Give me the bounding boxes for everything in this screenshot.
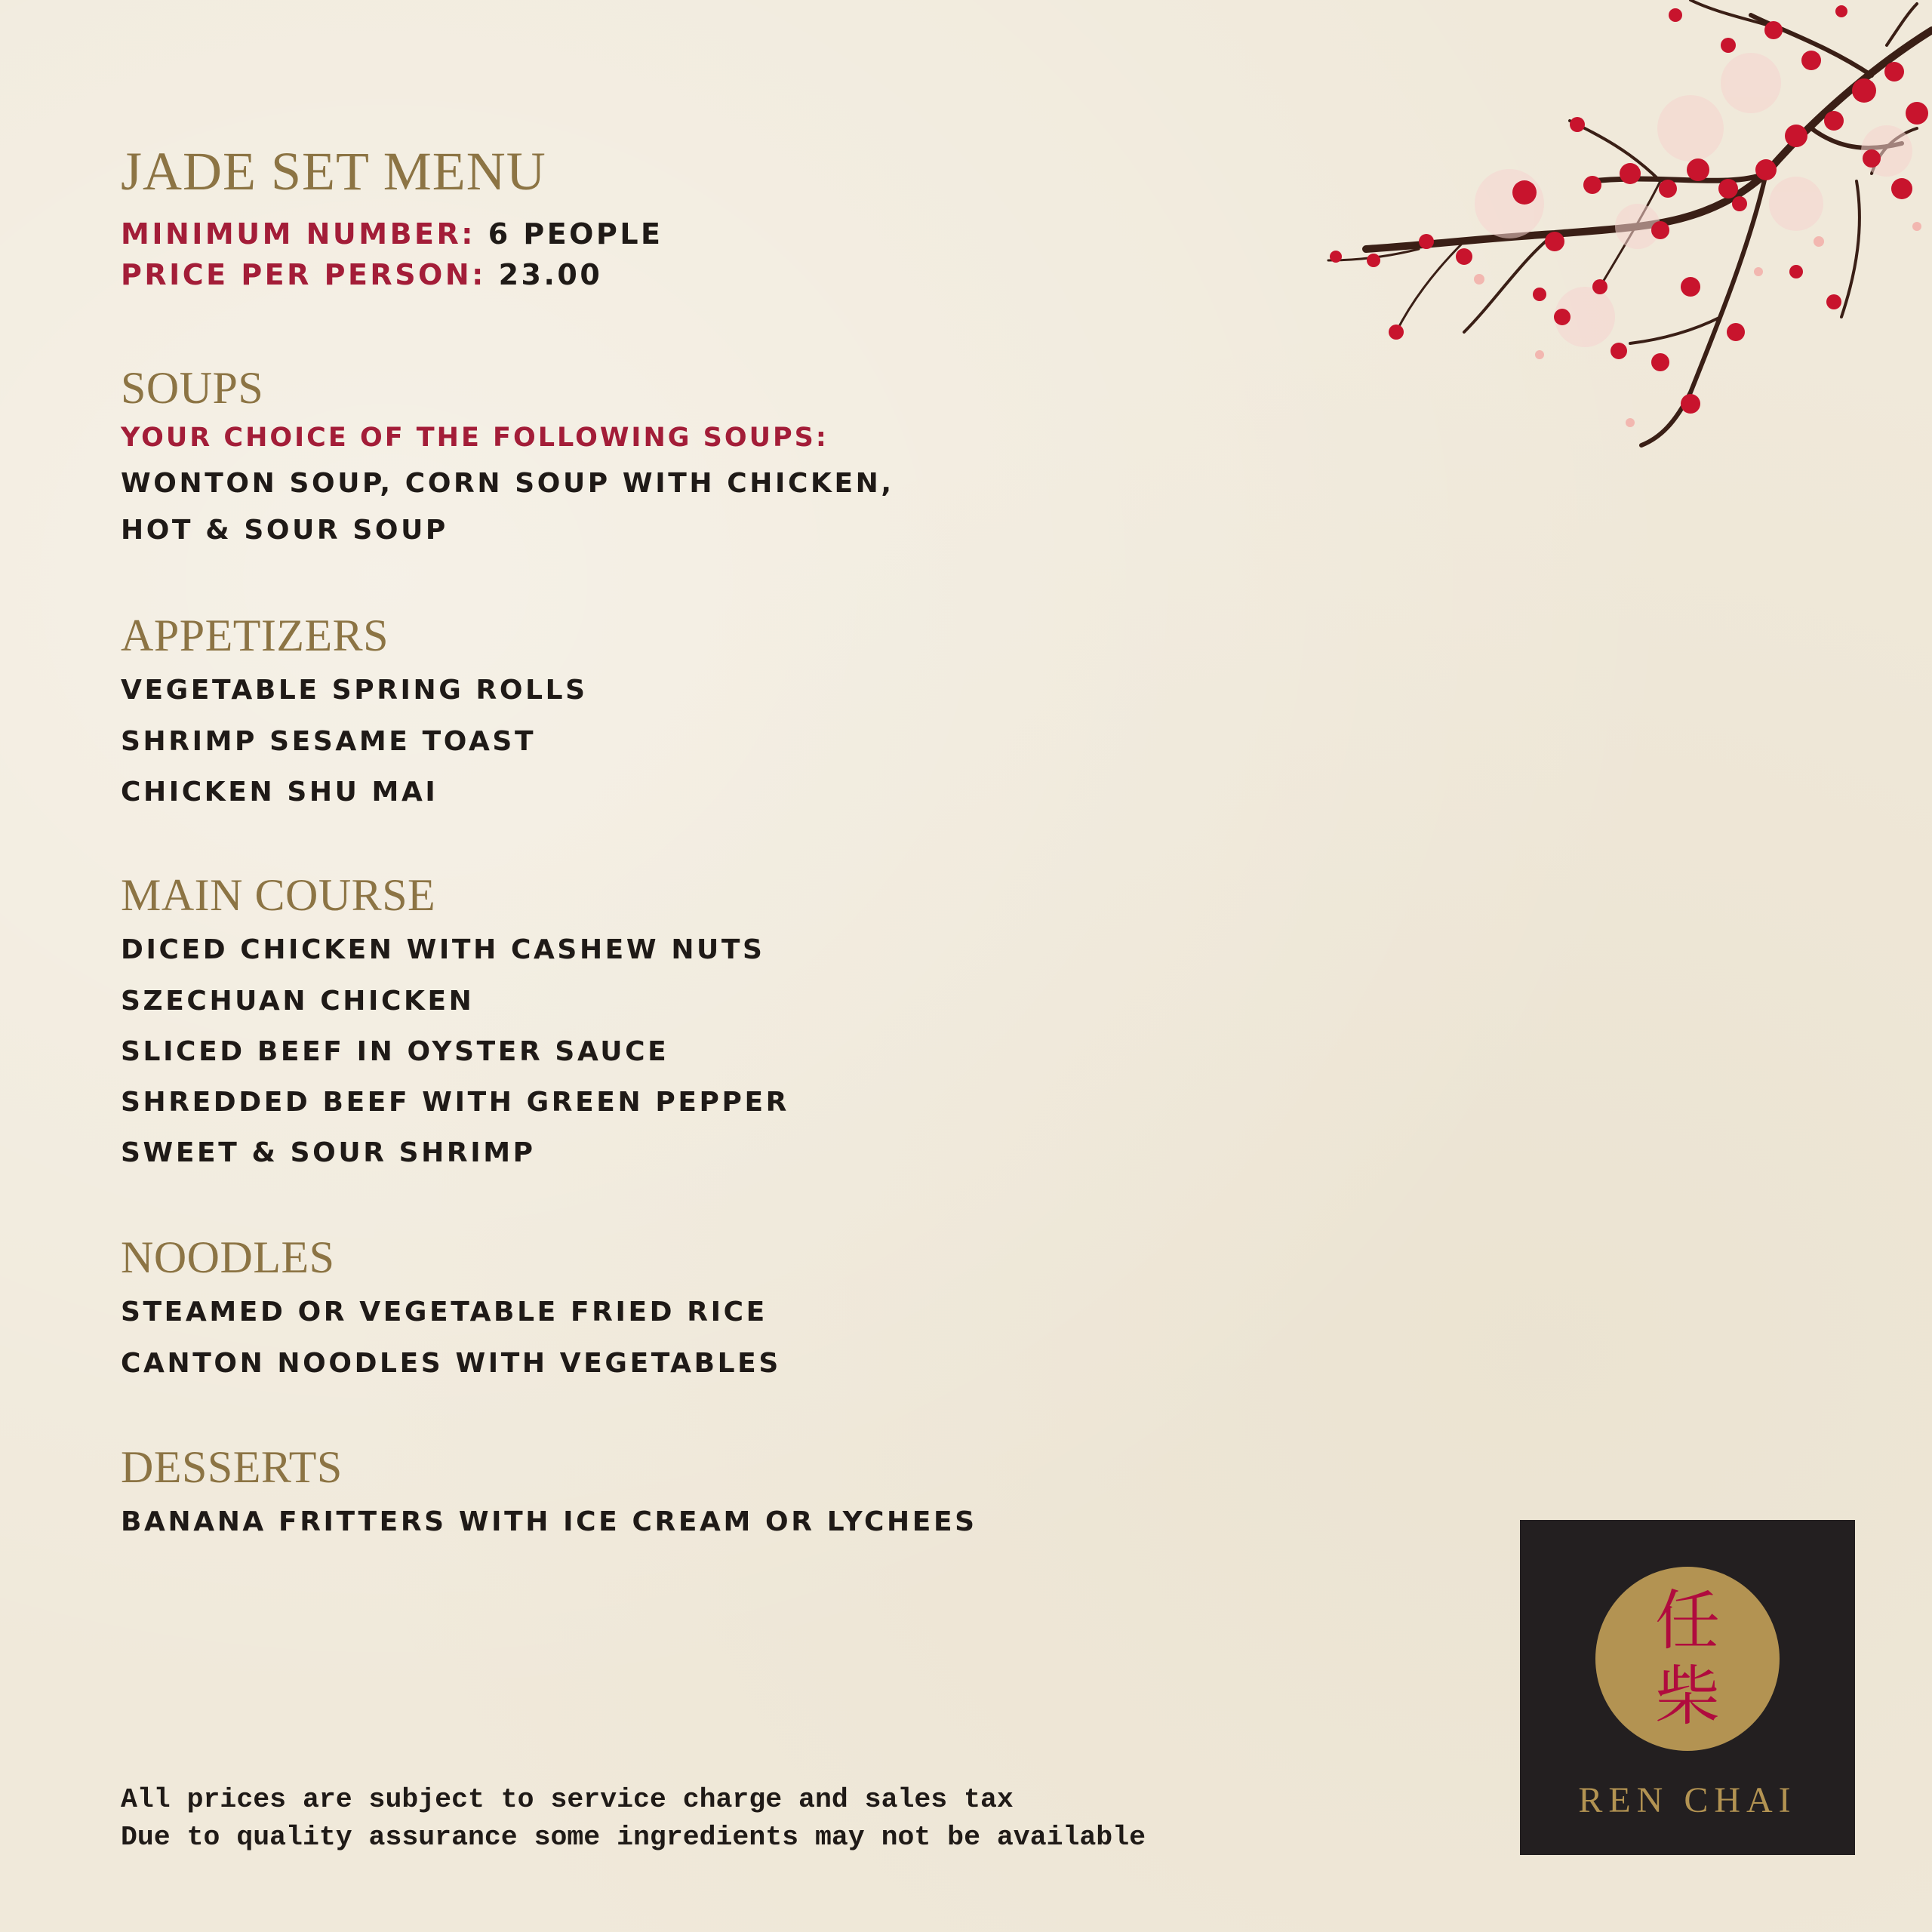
minimum-number-label: MINIMUM NUMBER: [121, 217, 475, 251]
list-item: STEAMED OR VEGETABLE FRIED RICE [121, 1297, 768, 1327]
list-item: HOT & SOUR SOUP [121, 515, 448, 546]
section-heading-noodles: NOODLES [121, 1232, 335, 1282]
ren-chai-logo [1520, 1520, 1855, 1855]
section-heading-appetizers: APPETIZERS [121, 611, 389, 660]
menu-title: JADE SET MENU [121, 141, 546, 202]
list-item: WONTON SOUP, CORN SOUP WITH CHICKEN, [121, 468, 894, 499]
list-item: BANANA FRITTERS WITH ICE CREAM OR LYCHEES [121, 1506, 977, 1537]
section-heading-main-course: MAIN COURSE [121, 870, 436, 920]
logo-emblem [1595, 1567, 1780, 1751]
price-per-person-label: PRICE PER PERSON: [121, 258, 486, 291]
logo-char-chai: 柴 [1655, 1659, 1720, 1734]
list-item: SHRIMP SESAME TOAST [121, 726, 537, 757]
soups-choice-note: YOUR CHOICE OF THE FOLLOWING SOUPS: [121, 423, 829, 453]
list-item: SWEET & SOUR SHRIMP [121, 1137, 536, 1168]
footer-notes [121, 1781, 1146, 1857]
footer-ingredients-note: Due to quality assurance some ingredients may not be available [121, 1822, 1146, 1853]
logo-chinese-characters [1595, 1583, 1780, 1734]
minimum-number-line [121, 217, 663, 251]
list-item: SZECHUAN CHICKEN [121, 986, 475, 1017]
price-per-person-line [121, 258, 602, 291]
logo-name: REN CHAI [1578, 1780, 1797, 1820]
list-item: VEGETABLE SPRING ROLLS [121, 675, 588, 706]
list-item: CANTON NOODLES WITH VEGETABLES [121, 1348, 781, 1379]
section-heading-soups: SOUPS [121, 363, 264, 413]
footer-service-charge-note: All prices are subject to service charge and sales tax [121, 1784, 1014, 1815]
list-item: DICED CHICKEN WITH CASHEW NUTS [121, 934, 765, 965]
section-heading-desserts: DESSERTS [121, 1442, 343, 1492]
minimum-number-value: 6 PEOPLE [488, 217, 663, 251]
price-per-person-value: 23.00 [498, 258, 603, 291]
list-item: SHREDDED BEEF WITH GREEN PEPPER [121, 1087, 789, 1118]
list-item: SLICED BEEF IN OYSTER SAUCE [121, 1036, 669, 1067]
list-item: CHICKEN SHU MAI [121, 777, 438, 808]
logo-char-ren: 任 [1655, 1583, 1720, 1659]
cherry-blossom-branch-icon [1238, 0, 1932, 468]
